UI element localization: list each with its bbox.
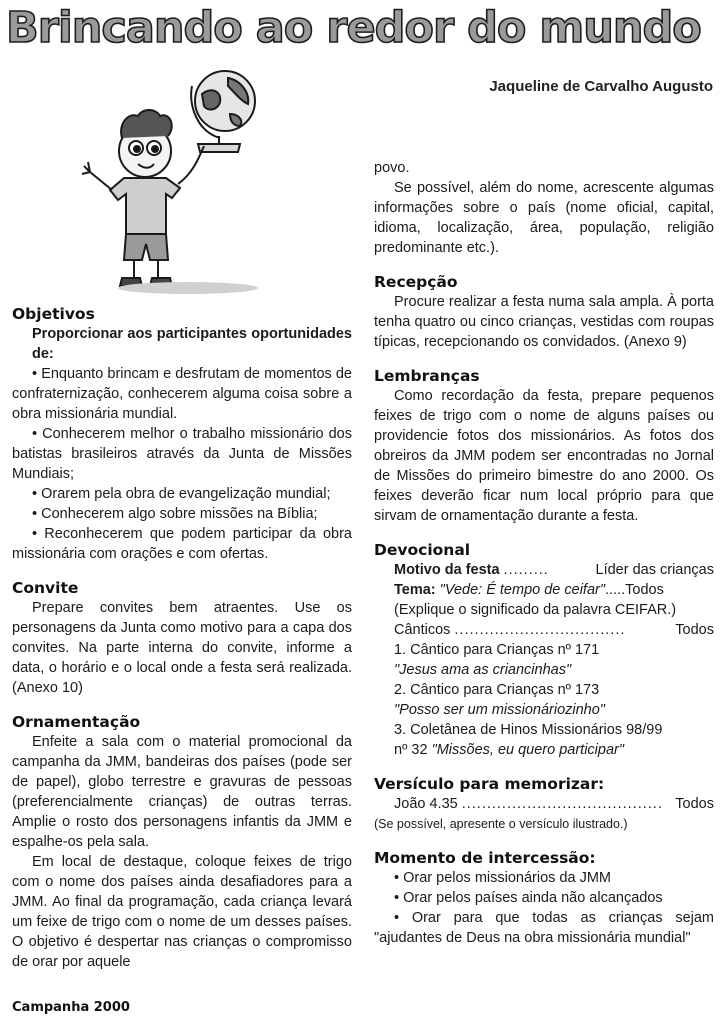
intercessao-item: • Orar para que todas as crianças sejam "ajudantes de Deus na obra missionária mundial" (374, 910, 714, 946)
convite-text: Prepare convites bem atraentes. Use os personagens da Junta como motivo para a capa dos convites. Na parte interna do convite, informe a data, o horário e o local onde a festa será realizada. (Anexo 10) (12, 600, 352, 696)
lembrancas-text: Como recordação da festa, prepare pequenos feixes de trigo com o nome de alguns países ou providencie fotos dos missionários. As fotos dos obreiros da JMM podem ser encontradas no Jornal de Missões do primeiro bimestre do ano 2000. Os feixes deverão ficar num local próprio para que sirvam de ornamentação durante a festa. (374, 388, 714, 524)
ornamentacao-heading: Ornamentação (12, 713, 141, 731)
versiculo-who: Todos (675, 796, 714, 812)
canticos-row (374, 620, 714, 640)
motivo-dots: ......... (503, 562, 549, 578)
convite-heading: Convite (12, 579, 79, 597)
objetivo-item: • Conhecerem melhor o trabalho missionário dos batistas brasileiros através da Junta de Missões Mundiais; (12, 426, 352, 482)
page-title: Brincando ao redor do mundo (6, 3, 701, 53)
versiculo-ref: João 4.35 (394, 796, 458, 812)
child-with-globe-illustration (80, 56, 270, 296)
canticos-dots: .................................. (454, 622, 626, 638)
cantico-3: 3. Coletânea de Hinos Missionários 98/99 (394, 722, 663, 738)
cantico-2: 2. Cântico para Crianças nº 173 (394, 682, 600, 698)
cantico-1-title: "Jesus ama as criancinhas" (394, 662, 572, 678)
devocional-heading: Devocional (374, 541, 471, 559)
right-column (374, 158, 714, 948)
tema-dots: ..... (605, 582, 626, 598)
tema-note: (Explique o significado da palavra CEIFAR.) (394, 602, 677, 618)
cantico-1: 1. Cântico para Crianças nº 171 (394, 642, 600, 658)
cantico-3-number: nº 32 (394, 742, 428, 758)
tema-row (374, 580, 714, 600)
versiculo-dots: ........................................ (461, 796, 663, 812)
tema-value: "Vede: É tempo de ceifar" (439, 582, 605, 598)
objetivos-lead: Proporcionar aos participantes oportunidades de: (32, 326, 352, 362)
versiculo-heading: Versículo para memorizar: (374, 775, 605, 793)
objetivo-item: • Orarem pela obra de evangelização mundial; (32, 486, 331, 502)
tema-who: Todos (625, 582, 664, 598)
continuation-word: povo. (374, 160, 410, 176)
versiculo-note: (Se possível, apresente o versículo ilustrado.) (374, 817, 628, 831)
left-column (12, 304, 352, 972)
objetivos-heading: Objetivos (12, 305, 95, 323)
recepcao-text: Procure realizar a festa numa sala ampla. À porta tenha quatro ou cinco crianças, vestidas com roupas típicas, recepcionando os convidados. (Anexo 9) (374, 294, 714, 350)
canticos-label: Cânticos (394, 622, 451, 638)
ornamentacao-paragraph-2: Em local de destaque, coloque feixes de trigo com o nome dos países ainda desafiadores para a JMM. Ao final da programação, cada criança levará um feixe de trigo com o nome de um desses países. O objetivo é despertar nas crianças o compromisso de orar por aquele (12, 854, 352, 970)
intercessao-heading: Momento de intercessão: (374, 849, 596, 867)
motivo-row (374, 560, 714, 580)
objetivo-item: • Conhecerem algo sobre missões na Bíblia; (32, 506, 318, 522)
ornamentacao-paragraph-1: Enfeite a sala com o material promocional da campanha da JMM, bandeiras dos países (pode ser de papel), globo terrestre e gravuras de pessoas (preferencialmente crianças) de outras terras. Amplie o rosto dos personagens infantis da JMM e espalhe-os pela sala. (12, 734, 352, 850)
footer-campaign: Campanha 2000 (12, 1000, 130, 1015)
tema-label: Tema: (394, 582, 436, 598)
intercessao-item: • Orar pelos missionários da JMM (394, 870, 611, 886)
recepcao-heading: Recepção (374, 273, 458, 291)
cantico-3-title: "Missões, eu quero participar" (431, 742, 624, 758)
intercessao-item: • Orar pelos países ainda não alcançados (394, 890, 663, 906)
motivo-label: Motivo da festa (394, 562, 500, 578)
lembrancas-heading: Lembranças (374, 367, 480, 385)
continuation-paragraph: Se possível, além do nome, acrescente algumas informações sobre o país (nome oficial, capital, idioma, localização, área, população, religião predominante etc.). (374, 180, 714, 256)
canticos-who: Todos (675, 622, 714, 638)
cantico-2-title: "Posso ser um missionáriozinho" (394, 702, 605, 718)
author-name: Jaqueline de Carvalho Augusto (489, 78, 713, 95)
versiculo-row (374, 794, 714, 814)
motivo-value: Líder das crianças (595, 562, 714, 578)
objetivo-item: • Enquanto brincam e desfrutam de momentos de confraternização, conhecerem alguma coisa sobre a obra missionária mundial. (12, 366, 352, 422)
objetivo-item: • Reconhecerem que podem participar da obra missionária com orações e com ofertas. (12, 526, 352, 562)
